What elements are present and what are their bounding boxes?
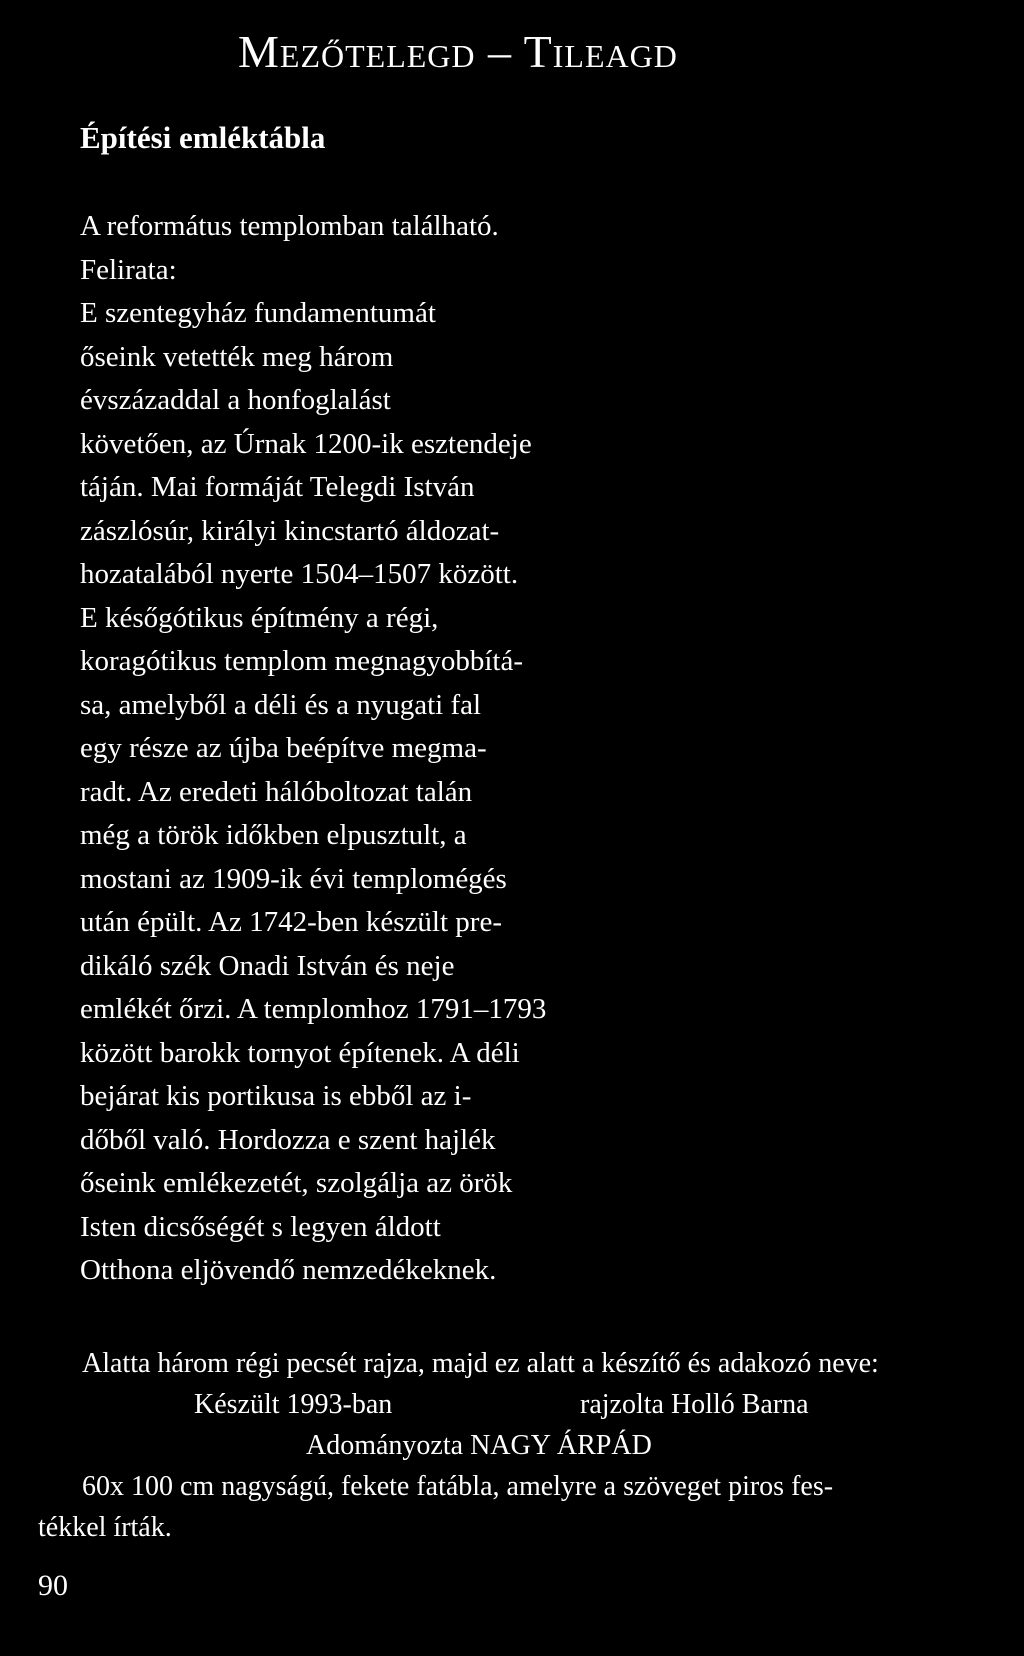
text-line: radt. Az eredeti hálóboltozat talán (80, 775, 473, 808)
text-line: között barokk tornyot építenek. A déli (80, 1036, 520, 1069)
text-line: emlékét őrzi. A templomhoz 1791–1793 (80, 993, 547, 1025)
text-line: dőből való. Hordozza e szent hajlék (80, 1123, 496, 1156)
text-line: még a török időkben elpusztult, a (80, 819, 467, 851)
text-line: E későgótikus építmény a régi, (80, 601, 439, 634)
text-line: koragótikus templom megnagyobbítá- (80, 645, 523, 677)
drawn-by: rajzolta Holló Barna (580, 1389, 809, 1420)
text-line: bejárat kis portikusa is ebből az i- (80, 1080, 472, 1112)
dimensions-line-continued: tékkel írták. (38, 1512, 172, 1543)
text-line: Otthona eljövendő nemzedékeknek. (80, 1254, 497, 1286)
text-line: sa, amelyből a déli és a nyugati fal (80, 688, 482, 721)
text-line: A református templomban található. (80, 210, 499, 242)
text-line: őseink emlékezetét, szolgálja az örök (80, 1167, 513, 1199)
signature-row (38, 1384, 1008, 1425)
text-line: után épült. Az 1742-ben készült pre- (80, 906, 502, 938)
text-line: dikáló szék Onadi István és neje (80, 949, 455, 982)
text-line: zászlósúr, királyi kincstartó áldozat- (80, 514, 500, 547)
donor-line: Adományozta NAGY ÁRPÁD (306, 1430, 652, 1461)
text-line: E szentegyház fundamentumát (80, 297, 436, 329)
text-line: Isten dicsőségét s legyen áldott (80, 1210, 441, 1243)
text-line: évszázaddal a honfoglalást (80, 384, 391, 416)
footer-notes (38, 1343, 1008, 1548)
dimensions-line: 60x 100 cm nagyságú, fekete fatábla, amelyre a szöveget piros fes- (82, 1471, 834, 1502)
text-line: Felirata: (80, 253, 177, 286)
text-line: egy része az újba beépítve megma- (80, 732, 487, 764)
text-line: követően, az Úrnak 1200-ik esztendeje (80, 427, 532, 460)
page-number: 90 (38, 1569, 68, 1602)
text-line: táján. Mai formáját Telegdi István (80, 471, 475, 503)
seal-note: Alatta három régi pecsét rajza, majd ez alatt a készítő és adakozó neve: (82, 1348, 879, 1379)
made-year: Készült 1993-ban (194, 1389, 393, 1420)
inscription-text (80, 205, 720, 1293)
text-line: őseink vetették meg három (80, 340, 394, 373)
page-title: Mezőtelegd – Tileagd (238, 26, 678, 77)
section-heading: Építési emléktábla (80, 120, 326, 155)
text-line: mostani az 1909-ik évi templomégés (80, 862, 507, 895)
text-line: hozatalából nyerte 1504–1507 között. (80, 558, 519, 590)
